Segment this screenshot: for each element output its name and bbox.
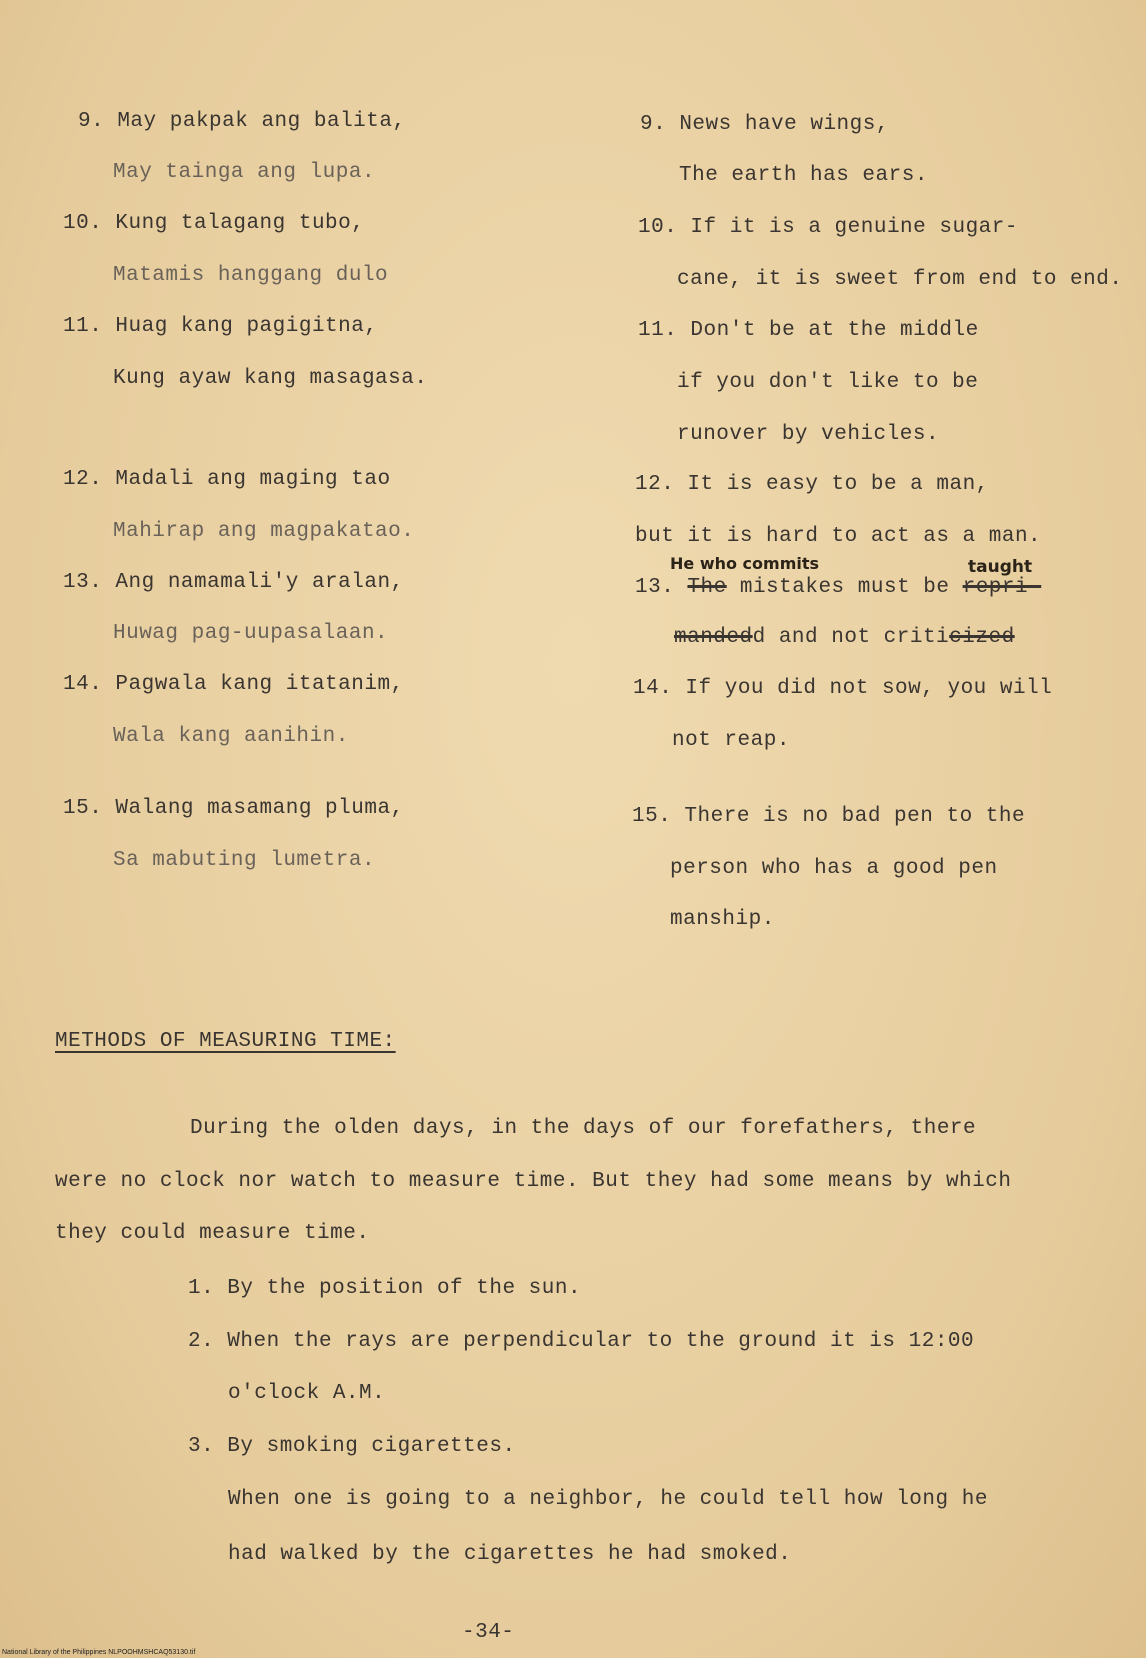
tagalog-12-line2: Mahirap ang magpakatao.: [113, 520, 415, 543]
paragraph-line3: they could measure time.: [55, 1222, 370, 1245]
tagalog-10-line2: Matamis hanggang dulo: [113, 264, 389, 287]
tagalog-13: 13. Ang namamali'y aralan,: [63, 571, 404, 594]
tagalog-10: 10. Kung talagang tubo,: [63, 212, 365, 235]
tagalog-9: 9. May pakpak ang balita,: [78, 110, 406, 133]
english-15-line3: manship.: [670, 908, 775, 931]
tagalog-15-line2: Sa mabuting lumetra.: [113, 849, 376, 872]
english-9: 9. News have wings,: [640, 113, 889, 136]
scan-footer: National Library of the Philippines NLPOOHMSHCAQ53130.tif: [2, 1649, 196, 1656]
list-item: 3. By smoking cigarettes.: [188, 1435, 516, 1458]
tagalog-15: 15. Walang masamang pluma,: [63, 797, 404, 820]
list-item-detail: had walked by the cigarettes he had smoked.: [228, 1543, 792, 1566]
english-10: 10. If it is a genuine sugar-: [638, 216, 1018, 239]
tagalog-12: 12. Madali ang maging tao: [63, 468, 391, 491]
tagalog-14: 14. Pagwala kang itatanim,: [63, 673, 404, 696]
list-item: 1. By the position of the sun.: [188, 1277, 582, 1300]
list-item-continued: o'clock A.M.: [228, 1382, 386, 1405]
tagalog-11: 11. Huag kang pagigitna,: [63, 315, 378, 338]
english-11-line2: if you don't like to be: [677, 371, 979, 394]
page-number: -34-: [462, 1621, 515, 1644]
paragraph-line2: were no clock nor watch to measure time. But they had some means by which: [55, 1170, 1012, 1193]
english-13-line2: mandedd and not criticized: [674, 626, 1015, 649]
list-item: 2. When the rays are perpendicular to the ground it is 12:00: [188, 1330, 975, 1353]
tagalog-11-line2: Kung ayaw kang masagasa.: [113, 367, 428, 390]
paragraph-line1: During the olden days, in the days of our forefathers, there: [190, 1117, 977, 1140]
handwritten-taught: taught: [968, 557, 1033, 577]
english-14: 14. If you did not sow, you will: [633, 677, 1053, 700]
english-13: 13. The mistakes must be repri-: [635, 576, 1042, 599]
english-12: 12. It is easy to be a man,: [635, 473, 989, 496]
english-11: 11. Don't be at the middle: [638, 319, 979, 342]
section-title: METHODS OF MEASURING TIME:: [55, 1030, 396, 1053]
handwritten-insert: He who commits: [670, 554, 820, 573]
english-12-line2: but it is hard to act as a man.: [635, 525, 1042, 548]
english-11-line3: runover by vehicles.: [677, 423, 940, 446]
english-15-line2: person who has a good pen: [670, 857, 998, 880]
tagalog-9-line2: May tainga ang lupa.: [113, 161, 376, 184]
tagalog-14-line2: Wala kang aanihin.: [113, 725, 349, 748]
english-15: 15. There is no bad pen to the: [632, 805, 1026, 828]
tagalog-13-line2: Huwag pag-uupasalaan.: [113, 622, 389, 645]
english-14-line2: not reap.: [672, 729, 790, 752]
list-item-detail: When one is going to a neighbor, he could tell how long he: [228, 1488, 988, 1511]
english-9-line2: The earth has ears.: [679, 164, 928, 187]
english-10-line2: cane, it is sweet from end to end.: [677, 268, 1123, 291]
